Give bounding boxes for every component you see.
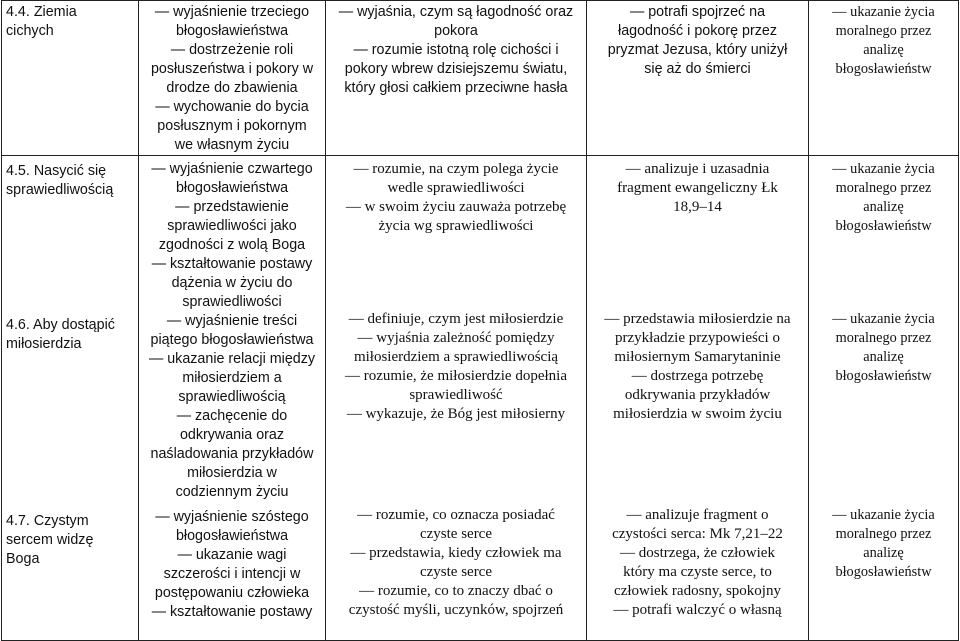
content-line: — wyjaśnienie treści [166,313,298,329]
content-line: sprawiedliwością [178,389,286,405]
content-line: — wyjaśnienie trzeciego [154,4,310,20]
skill-block [591,506,804,620]
content-line: — kształtowanie postawy [151,604,313,620]
method-line: błogosławieństw [835,218,932,234]
topic-line: 4.7. Czystym [6,513,89,529]
content-line: błogosławieństwa [175,528,289,544]
content-line: drodze do zbawienia [166,80,298,96]
topic-line: cichych [6,23,54,39]
content-line: błogosławieństwa [175,23,289,39]
outcome-line: czyste serce [419,526,493,542]
skill-block [591,310,804,506]
content-line: — kształtowanie postawy [151,256,313,272]
method-block [813,506,954,582]
topic-line: Boga [6,551,40,567]
method-line: — ukazanie życia [832,311,935,327]
method-block [813,160,954,310]
content-line: we własnym życiu [174,137,290,153]
outcome-line: — definiuje, czym jest miłosierdzie [348,311,564,327]
outcome-line: pokory wbrew dzisiejszemu światu, [344,61,568,77]
methods-cell [809,1,959,156]
content-line: odkrywania oraz [179,427,285,443]
content-line: — wyjaśnienie szóstego [155,509,309,525]
content-cell [139,1,326,156]
outcome-line: sprawiedliwość [409,387,503,403]
skill-line: miłosierdzia w swoim życiu [613,406,782,422]
topic-cell [2,156,139,641]
method-line: błogosławieństw [835,564,932,580]
content-line: miłosierdzia w [187,465,277,481]
skill-line: człowiek radosny, spokojny [614,583,781,599]
outcome-line: — rozumie, co to znaczy dbać o [359,583,553,599]
content-line: błogosławieństwa [175,180,289,196]
table-row [2,156,959,641]
skill-line: który ma czyste serce, to [623,564,772,580]
skill-line: miłosiernym Samarytaninie [614,349,781,365]
content-line: miłosierdziem a [182,370,282,386]
method-line: analizę [863,349,904,365]
content-line: — wychowanie do bycia [155,99,309,115]
content-block [143,508,321,622]
content-block [143,312,321,502]
content-line: posłuszeństwa i pokory w [150,61,314,77]
outcome-line: miłosierdziem a sprawiedliwością [353,349,559,365]
skill-line: — potrafi spojrzeć na [629,4,766,20]
method-line: błogosławieństw [835,61,932,77]
outcome-line: — rozumie, że miłosierdzie dopełnia [344,368,567,384]
method-block [813,310,954,506]
content-line: — zachęcenie do [176,408,288,424]
content-line: zgodności z wolą Boga [158,237,306,253]
outcome-line: pokora [434,23,478,39]
outcome-line: wedle sprawiedliwości [387,180,525,196]
topic-block [6,162,134,316]
content-line: — przedstawienie [175,199,289,215]
content-line: — dostrzeżenie roli [170,42,294,58]
outcome-line: czyste serce [419,564,493,580]
outcome-line: który głosi całkiem przeciwne hasła [344,80,568,96]
skill-line: łagodność i pokorę przez [618,23,777,39]
skill-line: fragment ewangeliczny Łk [617,180,778,196]
skill-line: — potrafi walczyć o własną [613,602,782,618]
topic-line: miłosierdzia [6,336,82,352]
method-line: — ukazanie życia [832,507,935,523]
outcome-line: — wyjaśnia, czym są łagodność oraz [338,4,574,20]
skill-line: się aż do śmierci [644,61,751,77]
method-line: analizę [863,42,904,58]
skill-line: — analizuje i uzasadnia [625,161,770,177]
skill-line: czystości serca: Mk 7,21–22 [612,526,783,542]
topic-line: 4.4. Ziemia [6,4,77,20]
outcome-line: — przedstawia, kiedy człowiek ma [350,545,562,561]
content-line: dążenia w życiu do [171,275,293,291]
outcome-line: — rozumie, na czym polega życie [353,161,559,177]
method-line: — ukazanie życia [832,161,935,177]
topic-block [6,316,134,512]
topic-line: sercem widzę [6,532,94,548]
content-block [143,160,321,312]
method-line: moralnego przez [835,23,932,39]
method-line: analizę [863,545,904,561]
skill-block [591,160,804,310]
outcome-block [330,310,582,506]
outcome-line: czystość myśli, uczynków, spojrzeń [348,602,564,618]
skill-line: przykładzie przypowieści o [615,330,780,346]
method-line: — ukazanie życia [832,4,935,20]
skill-line: odkrywania przykładów [624,387,771,403]
skill-line: — przedstawia miłosierdzie na [604,311,791,327]
content-line: — ukazanie wagi [177,547,287,563]
method-line: błogosławieństw [835,368,932,384]
content-line: postępowaniu człowieka [154,585,310,601]
outcome-line: — w swoim życiu zauważa potrzebę [345,199,567,215]
content-line: posłusznym i pokornym [157,118,307,134]
topic-line: sprawiedliwością [6,182,114,198]
method-line: analizę [863,199,904,215]
curriculum-table [1,0,959,641]
skill-line: 18,9–14 [673,199,722,215]
content-line: — ukazanie relacji między [148,351,316,367]
topic-block [6,512,134,569]
skill-line: — dostrzega potrzebę [631,368,764,384]
content-line: codziennym życiu [175,484,289,500]
skills-cell [587,156,809,641]
method-line: moralnego przez [835,180,932,196]
content-cell [139,156,326,641]
outcomes-cell [326,1,587,156]
content-line: sprawiedliwości [182,294,282,310]
table-row [2,1,959,156]
methods-cell [809,156,959,641]
skills-cell [587,1,809,156]
outcome-block [330,506,582,620]
outcome-line: życia wg sprawiedliwości [378,218,534,234]
content-line: sprawiedliwości jako [167,218,297,234]
content-line: szczerości i intencji w [163,566,301,582]
outcome-line: — wyjaśnia zależność pomiędzy [357,330,555,346]
topic-line: 4.5. Nasycić się [6,163,107,179]
content-line: piątego błogosławieństwa [150,332,314,348]
skill-line: — dostrzega, że człowiek [620,545,775,561]
outcome-line: — rozumie istotną rolę cichości i [353,42,559,58]
topic-cell [2,1,139,156]
outcomes-cell [326,156,587,641]
skill-line: — analizuje fragment o [626,507,769,523]
skill-line: pryzmat Jezusa, który uniżył [607,42,788,58]
outcome-block [330,160,582,310]
outcome-line: — rozumie, co oznacza posiadać [357,507,555,523]
method-line: moralnego przez [835,526,932,542]
outcome-line: — wykazuje, że Bóg jest miłosierny [346,406,566,422]
method-line: moralnego przez [835,330,932,346]
content-line: naśladowania przykładów [150,446,314,462]
topic-line: 4.6. Aby dostąpić [6,317,115,333]
content-line: — wyjaśnienie czwartego [151,161,313,177]
